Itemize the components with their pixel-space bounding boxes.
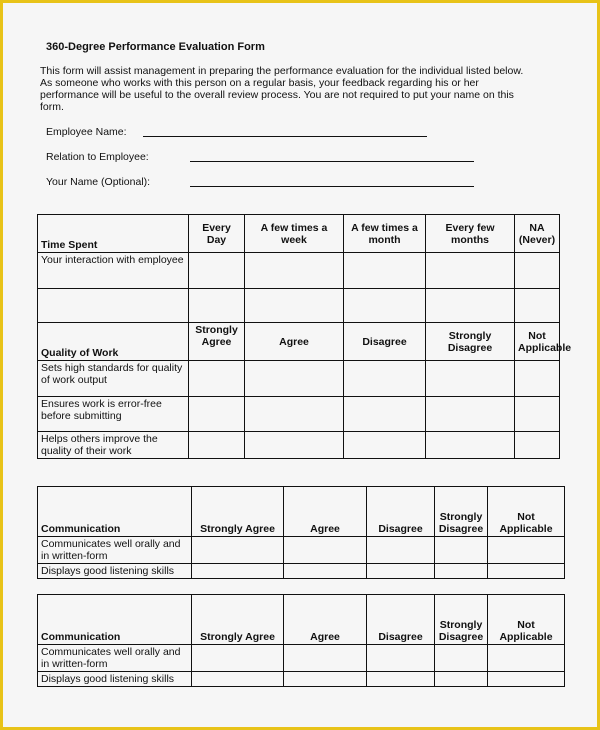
- rating-cell[interactable]: [192, 537, 284, 564]
- rating-cell[interactable]: [426, 253, 515, 289]
- column-header: Disagree: [344, 323, 426, 361]
- rating-cell[interactable]: [515, 361, 560, 397]
- column-header: A few times a week: [245, 215, 344, 253]
- rating-cell[interactable]: [435, 645, 488, 672]
- relation-field[interactable]: [190, 161, 474, 162]
- your-name-label: Your Name (Optional):: [46, 176, 151, 188]
- rating-cell[interactable]: [426, 432, 515, 459]
- rating-cell[interactable]: [245, 397, 344, 432]
- intro-line: As someone who works with this person on a regular basis, your feedback regarding his or her: [40, 77, 479, 89]
- row-label: Helps others improve the quality of their work: [38, 432, 189, 459]
- rating-cell[interactable]: [367, 672, 435, 687]
- column-header: Disagree: [367, 595, 435, 645]
- row-label: Displays good listening skills: [38, 564, 192, 579]
- column-header: Not Applicable: [515, 323, 560, 361]
- rating-cell[interactable]: [515, 397, 560, 432]
- row-label: Communicates well orally and in written-form: [38, 537, 192, 564]
- rating-cell[interactable]: [435, 537, 488, 564]
- form-title: 360-Degree Performance Evaluation Form: [46, 41, 265, 53]
- row-label: Your interaction with employee: [38, 253, 189, 289]
- rating-cell[interactable]: [189, 361, 245, 397]
- column-header: Agree: [284, 595, 367, 645]
- rating-cell[interactable]: [367, 645, 435, 672]
- rating-cell[interactable]: [488, 537, 565, 564]
- rating-cell[interactable]: [488, 564, 565, 579]
- rating-cell[interactable]: [245, 432, 344, 459]
- column-header: Strongly Agree: [189, 323, 245, 361]
- rating-cell[interactable]: [192, 645, 284, 672]
- table-row: [38, 253, 560, 289]
- rating-cell[interactable]: [344, 397, 426, 432]
- rating-cell[interactable]: [344, 432, 426, 459]
- rating-cell[interactable]: [189, 253, 245, 289]
- row-label: Displays good listening skills: [38, 672, 192, 687]
- rating-cell[interactable]: [515, 253, 560, 289]
- row-label: Sets high standards for quality of work output: [38, 361, 189, 397]
- rating-cell[interactable]: [284, 645, 367, 672]
- rating-cell[interactable]: [426, 397, 515, 432]
- column-header: Every few months: [426, 215, 515, 253]
- table-row: [38, 432, 560, 459]
- table-row: [38, 361, 560, 397]
- rating-cell[interactable]: [245, 253, 344, 289]
- rating-cell[interactable]: [367, 537, 435, 564]
- rating-cell[interactable]: [344, 253, 426, 289]
- table-row: [38, 564, 565, 579]
- rating-cell[interactable]: [515, 432, 560, 459]
- table-row: [38, 672, 565, 687]
- communication-table-1: [37, 486, 565, 579]
- intro-line: This form will assist management in preparing the performance evaluation for the individual listed below.: [40, 65, 524, 77]
- time-quality-table: [37, 214, 572, 459]
- column-header: Strongly Agree: [192, 487, 284, 537]
- column-header: Not Applicable: [488, 595, 565, 645]
- column-header: Agree: [245, 323, 344, 361]
- rating-cell[interactable]: [284, 537, 367, 564]
- rating-cell[interactable]: [284, 672, 367, 687]
- rating-cell[interactable]: [284, 564, 367, 579]
- document-page: [3, 3, 597, 727]
- rating-cell[interactable]: [488, 672, 565, 687]
- communication-header: Communication: [38, 595, 192, 645]
- column-header: Strongly Disagree: [435, 487, 488, 537]
- rating-cell[interactable]: [435, 672, 488, 687]
- column-header: A few times a month: [344, 215, 426, 253]
- time-spent-header: Time Spent: [38, 215, 189, 253]
- rating-cell[interactable]: [189, 432, 245, 459]
- rating-cell[interactable]: [435, 564, 488, 579]
- rating-cell[interactable]: [189, 397, 245, 432]
- rating-cell[interactable]: [426, 361, 515, 397]
- quality-of-work-header: Quality of Work: [38, 323, 189, 361]
- intro-line: performance will be useful to the overall review process. You are not required to put your name on this: [40, 89, 514, 101]
- column-header: Agree: [284, 487, 367, 537]
- communication-table-2: [37, 594, 565, 687]
- row-label: Communicates well orally and in written-form: [38, 645, 192, 672]
- column-header: Disagree: [367, 487, 435, 537]
- column-header: Strongly Disagree: [426, 323, 515, 361]
- rating-cell[interactable]: [488, 645, 565, 672]
- communication-header: Communication: [38, 487, 192, 537]
- table-row: [38, 537, 565, 564]
- column-header: Strongly Agree: [192, 595, 284, 645]
- rating-cell[interactable]: [192, 564, 284, 579]
- employee-name-label: Employee Name:: [46, 126, 127, 138]
- employee-name-field[interactable]: [143, 136, 427, 137]
- table-row: [38, 645, 565, 672]
- column-header: NA (Never): [515, 215, 560, 253]
- table-row: [38, 397, 560, 432]
- rating-cell[interactable]: [192, 672, 284, 687]
- spacer-row: [38, 289, 560, 323]
- relation-label: Relation to Employee:: [46, 151, 149, 163]
- intro-paragraph: [40, 65, 540, 113]
- intro-line: form.: [40, 101, 64, 113]
- column-header: Every Day: [189, 215, 245, 253]
- your-name-field[interactable]: [190, 186, 474, 187]
- column-header: Strongly Disagree: [435, 595, 488, 645]
- rating-cell[interactable]: [245, 361, 344, 397]
- rating-cell[interactable]: [367, 564, 435, 579]
- row-label: Ensures work is error-free before submitting: [38, 397, 189, 432]
- rating-cell[interactable]: [344, 361, 426, 397]
- column-header: Not Applicable: [488, 487, 565, 537]
